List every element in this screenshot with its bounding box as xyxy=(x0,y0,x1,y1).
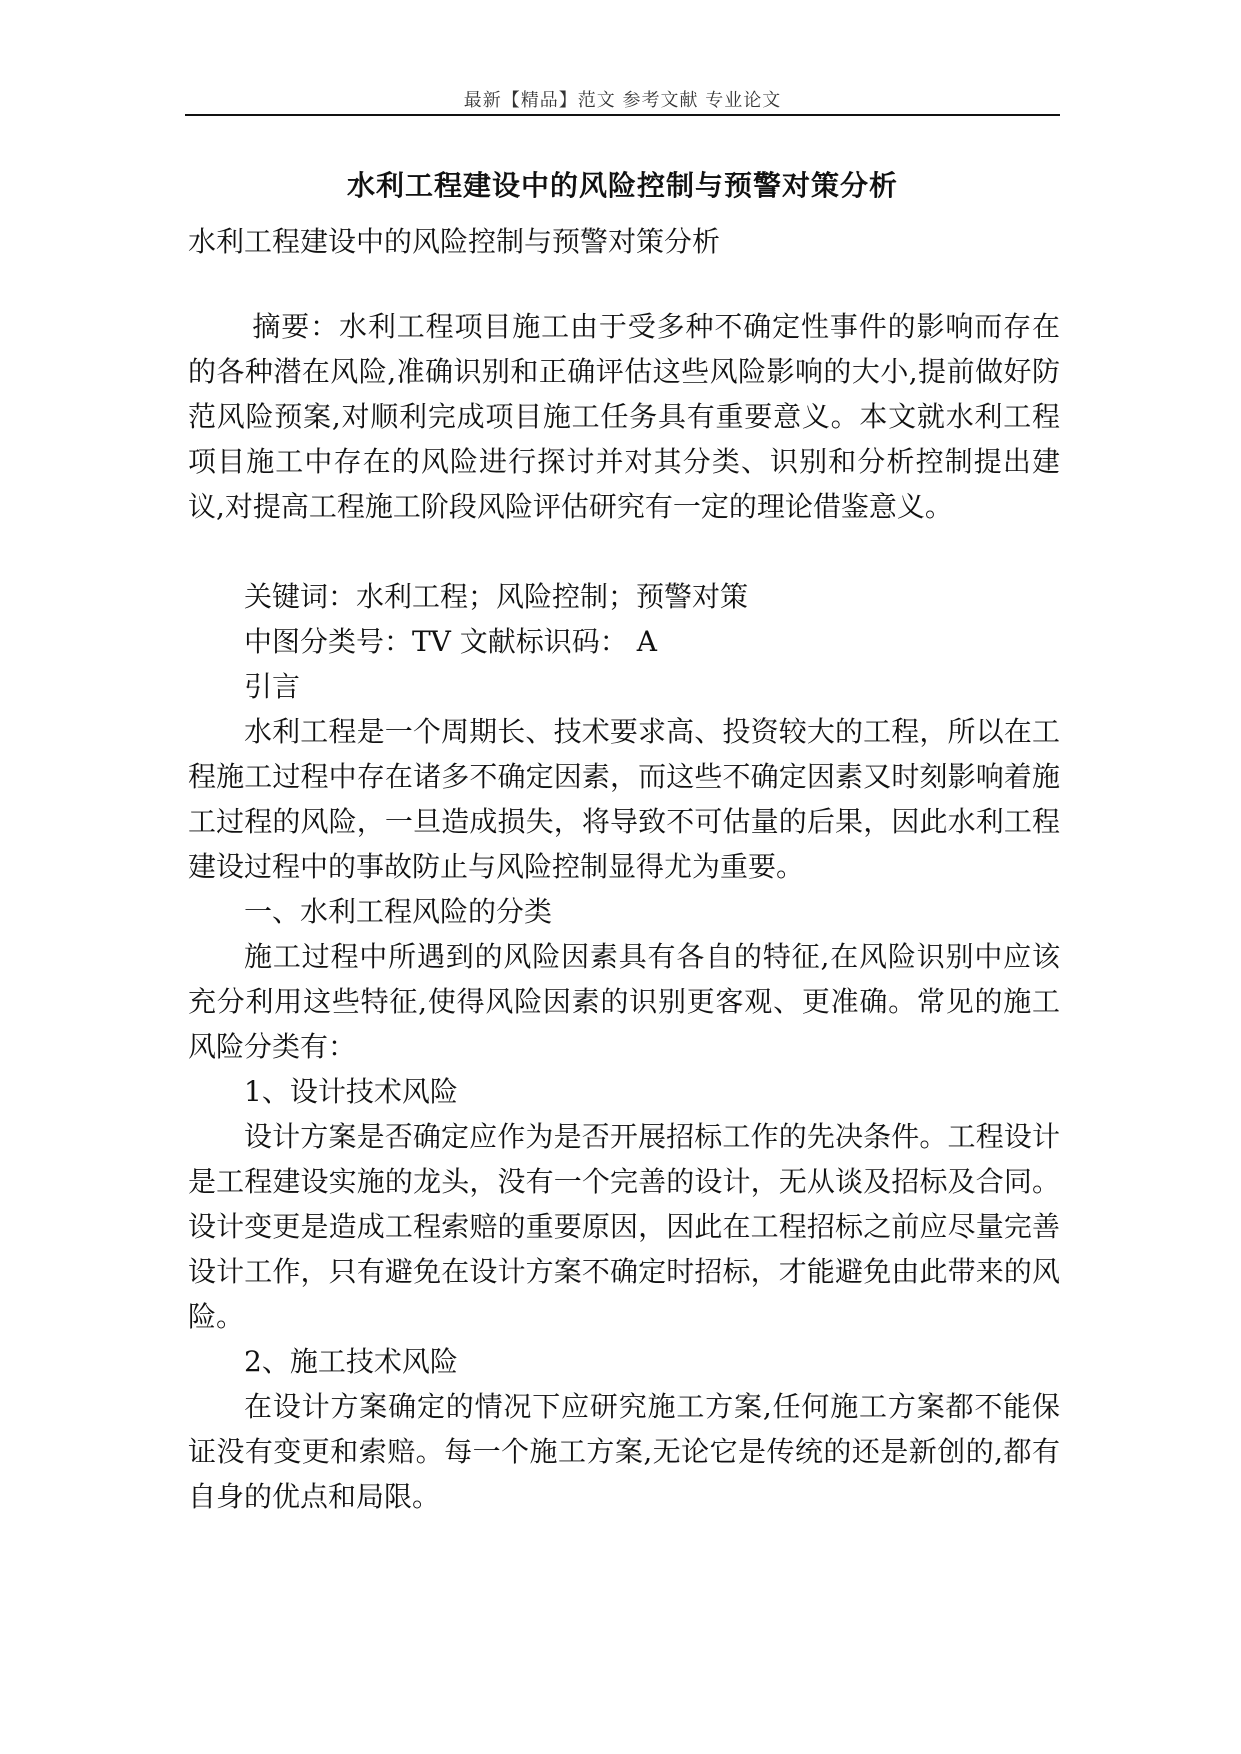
item-heading-design-risk: 1、设计技术风险 xyxy=(244,1075,458,1108)
item-paragraph-design-risk: 设计方案是否确定应作为是否开展招标工作的先决条件。工程设计是工程建设实施的龙头，没有一个完善的设计，无从谈及招标及合同。设计变更是造成工程索赔的重要原因，因此在工程招标之前应尽量完善设计工作，只有避免在设计方案不确定时招标，才能避免由此带来的风险。 xyxy=(188,1120,1060,1333)
keywords-line: 关键词：水利工程；风险控制；预警对策 xyxy=(244,580,749,613)
classification-line: 中图分类号：TV 文献标识码： A xyxy=(244,625,657,658)
header-divider xyxy=(185,114,1060,116)
paragraph-spacer xyxy=(188,529,1060,574)
abstract-paragraph: 摘要：水利工程项目施工由于受多种不确定性事件的影响而存在的各种潜在风险,准确识别和正确评估这些风险影响的大小,提前做好防范风险预案,对顺利完成项目施工任务具有重要意义。本文就水利工程项目施工中存在的风险进行探讨并对其分类、识别和分析控制提出建议,对提高工程施工阶段风险评估研究有一定的理论借鉴意义。 xyxy=(188,310,1060,523)
document-subtitle: 水利工程建设中的风险控制与预警对策分析 xyxy=(188,225,721,258)
page-header: 最新【精品】范文 参考文献 专业论文 xyxy=(463,90,782,111)
document-title: 水利工程建设中的风险控制与预警对策分析 xyxy=(346,169,898,202)
document-body xyxy=(188,219,1060,1519)
section-heading-risk-classification: 一、水利工程风险的分类 xyxy=(244,895,553,928)
item-paragraph-construction-risk: 在设计方案确定的情况下应研究施工方案,任何施工方案都不能保证没有变更和索赔。每一个施工方案,无论它是传统的还是新创的,都有自身的优点和局限。 xyxy=(188,1390,1060,1513)
intro-paragraph: 水利工程是一个周期长、技术要求高、投资较大的工程，所以在工程施工过程中存在诸多不确定因素，而这些不确定因素又时刻影响着施工过程的风险，一旦造成损失，将导致不可估量的后果，因此水利工程建设过程中的事故防止与风险控制显得尤为重要。 xyxy=(188,715,1060,883)
item-heading-construction-risk: 2、施工技术风险 xyxy=(244,1345,458,1378)
intro-heading: 引言 xyxy=(244,670,301,703)
section-paragraph-risk-classification: 施工过程中所遇到的风险因素具有各自的特征,在风险识别中应该充分利用这些特征,使得风险因素的识别更客观、更准确。常见的施工风险分类有： xyxy=(188,940,1060,1063)
